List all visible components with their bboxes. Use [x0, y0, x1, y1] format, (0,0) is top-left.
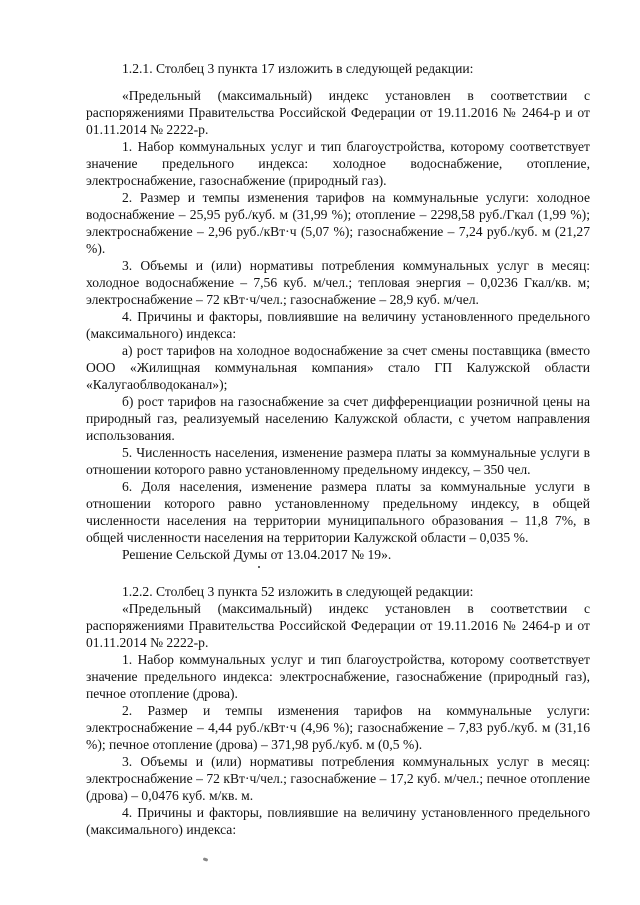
paragraph: 2. Размер и темпы изменения тарифов на коммунальные услуги: холодное водоснабжение – 25,95 руб./куб. м (31,99 %); отопление – 2298,58 руб./Гкал (1,99 %); электроснабжение – 2,96 руб./кВт·ч (5,07 %); газоснабжение – 7,24 руб./куб. м (21,27 %). [86, 190, 590, 256]
paragraph: 3. Объемы и (или) нормативы потребления коммунальных услуг в месяц: электроснабжение – 72 кВт·ч/чел.; газоснабжение – 17,2 куб. м/чел.; печное отопление (дрова) – 0,0476 куб. м/кв. м. [86, 754, 590, 803]
spacer [86, 563, 590, 583]
scan-smudge-mark [203, 857, 209, 862]
paragraph: б) рост тарифов на газоснабжение за счет дифференциации розничной цены на природный газ, реализуемый населению Калужской области, с учетом направления использования. [86, 394, 590, 443]
paragraph: 1. Набор коммунальных услуг и тип благоустройства, которому соответствует значение предельного индекса: электроснабжение, газоснабжение (природный газ), печное отопление (дрова). [86, 652, 590, 701]
paragraph: Решение Сельской Думы от 13.04.2017 № 19». [122, 547, 392, 562]
paragraph: 4. Причины и факторы, повлиявшие на величину установленного предельного (максимального) индекса: [86, 309, 590, 341]
paragraph: а) рост тарифов на холодное водоснабжение за счет смены поставщика (вместо ООО «Жилищная коммунальная компания» стало ГП Калужской области «Калугаоблводоканал»); [86, 343, 590, 392]
paragraph: «Предельный (максимальный) индекс установлен в соответствии с распоряжениями Правительства Российской Федерации от 19.11.2016 № 2464-р и от 01.11.2014 № 2222-р. [86, 601, 590, 650]
paragraph: 6. Доля населения, изменение размера платы за коммунальные услуги в отношении которого равно установленному предельному индексу, в общей численности населения на территории муниципального образования – 11,8 7%, в общей численности населения на территории Калужской области – 0,035 %. [86, 479, 590, 545]
paragraph: 3. Объемы и (или) нормативы потребления коммунальных услуг в месяц: холодное водоснабжение – 7,56 куб. м/чел.; тепловая энергия – 0,0236 Гкал/кв. м; электроснабжение – 72 кВт·ч/чел.; газоснабжение – 28,9 куб. м/чел. [86, 258, 590, 307]
paragraph: «Предельный (максимальный) индекс установлен в соответствии с распоряжениями Правительства Российской Федерации от 19.11.2016 № 2464-р и от 01.11.2014 № 2222-р. [86, 88, 590, 137]
document-page [86, 60, 590, 838]
section-heading: 1.2.2. Столбец 3 пункта 52 изложить в следующей редакции: [122, 584, 474, 599]
scan-dot-mark [258, 566, 260, 568]
paragraph: 1. Набор коммунальных услуг и тип благоустройства, которому соответствует значение предельного индекса: холодное водоснабжение, отопление, электроснабжение, газоснабжение (природный газ). [86, 139, 590, 188]
paragraph: 4. Причины и факторы, повлиявшие на величину установленного предельного (максимального) индекса: [86, 805, 590, 837]
spacer [86, 77, 590, 87]
paragraph: 2. Размер и темпы изменения тарифов на коммунальные услуги: электроснабжение – 4,44 руб./кВт·ч (4,96 %); газоснабжение – 7,83 руб./куб. м (31,16 %); печное отопление (дрова) – 371,98 руб./куб. м (0,5 %). [86, 703, 590, 752]
paragraph: 5. Численность населения, изменение размера платы за коммунальные услуги в отношении которого равно установленному предельному индексу, – 350 чел. [86, 445, 590, 477]
section-heading: 1.2.1. Столбец 3 пункта 17 изложить в следующей редакции: [122, 61, 474, 76]
